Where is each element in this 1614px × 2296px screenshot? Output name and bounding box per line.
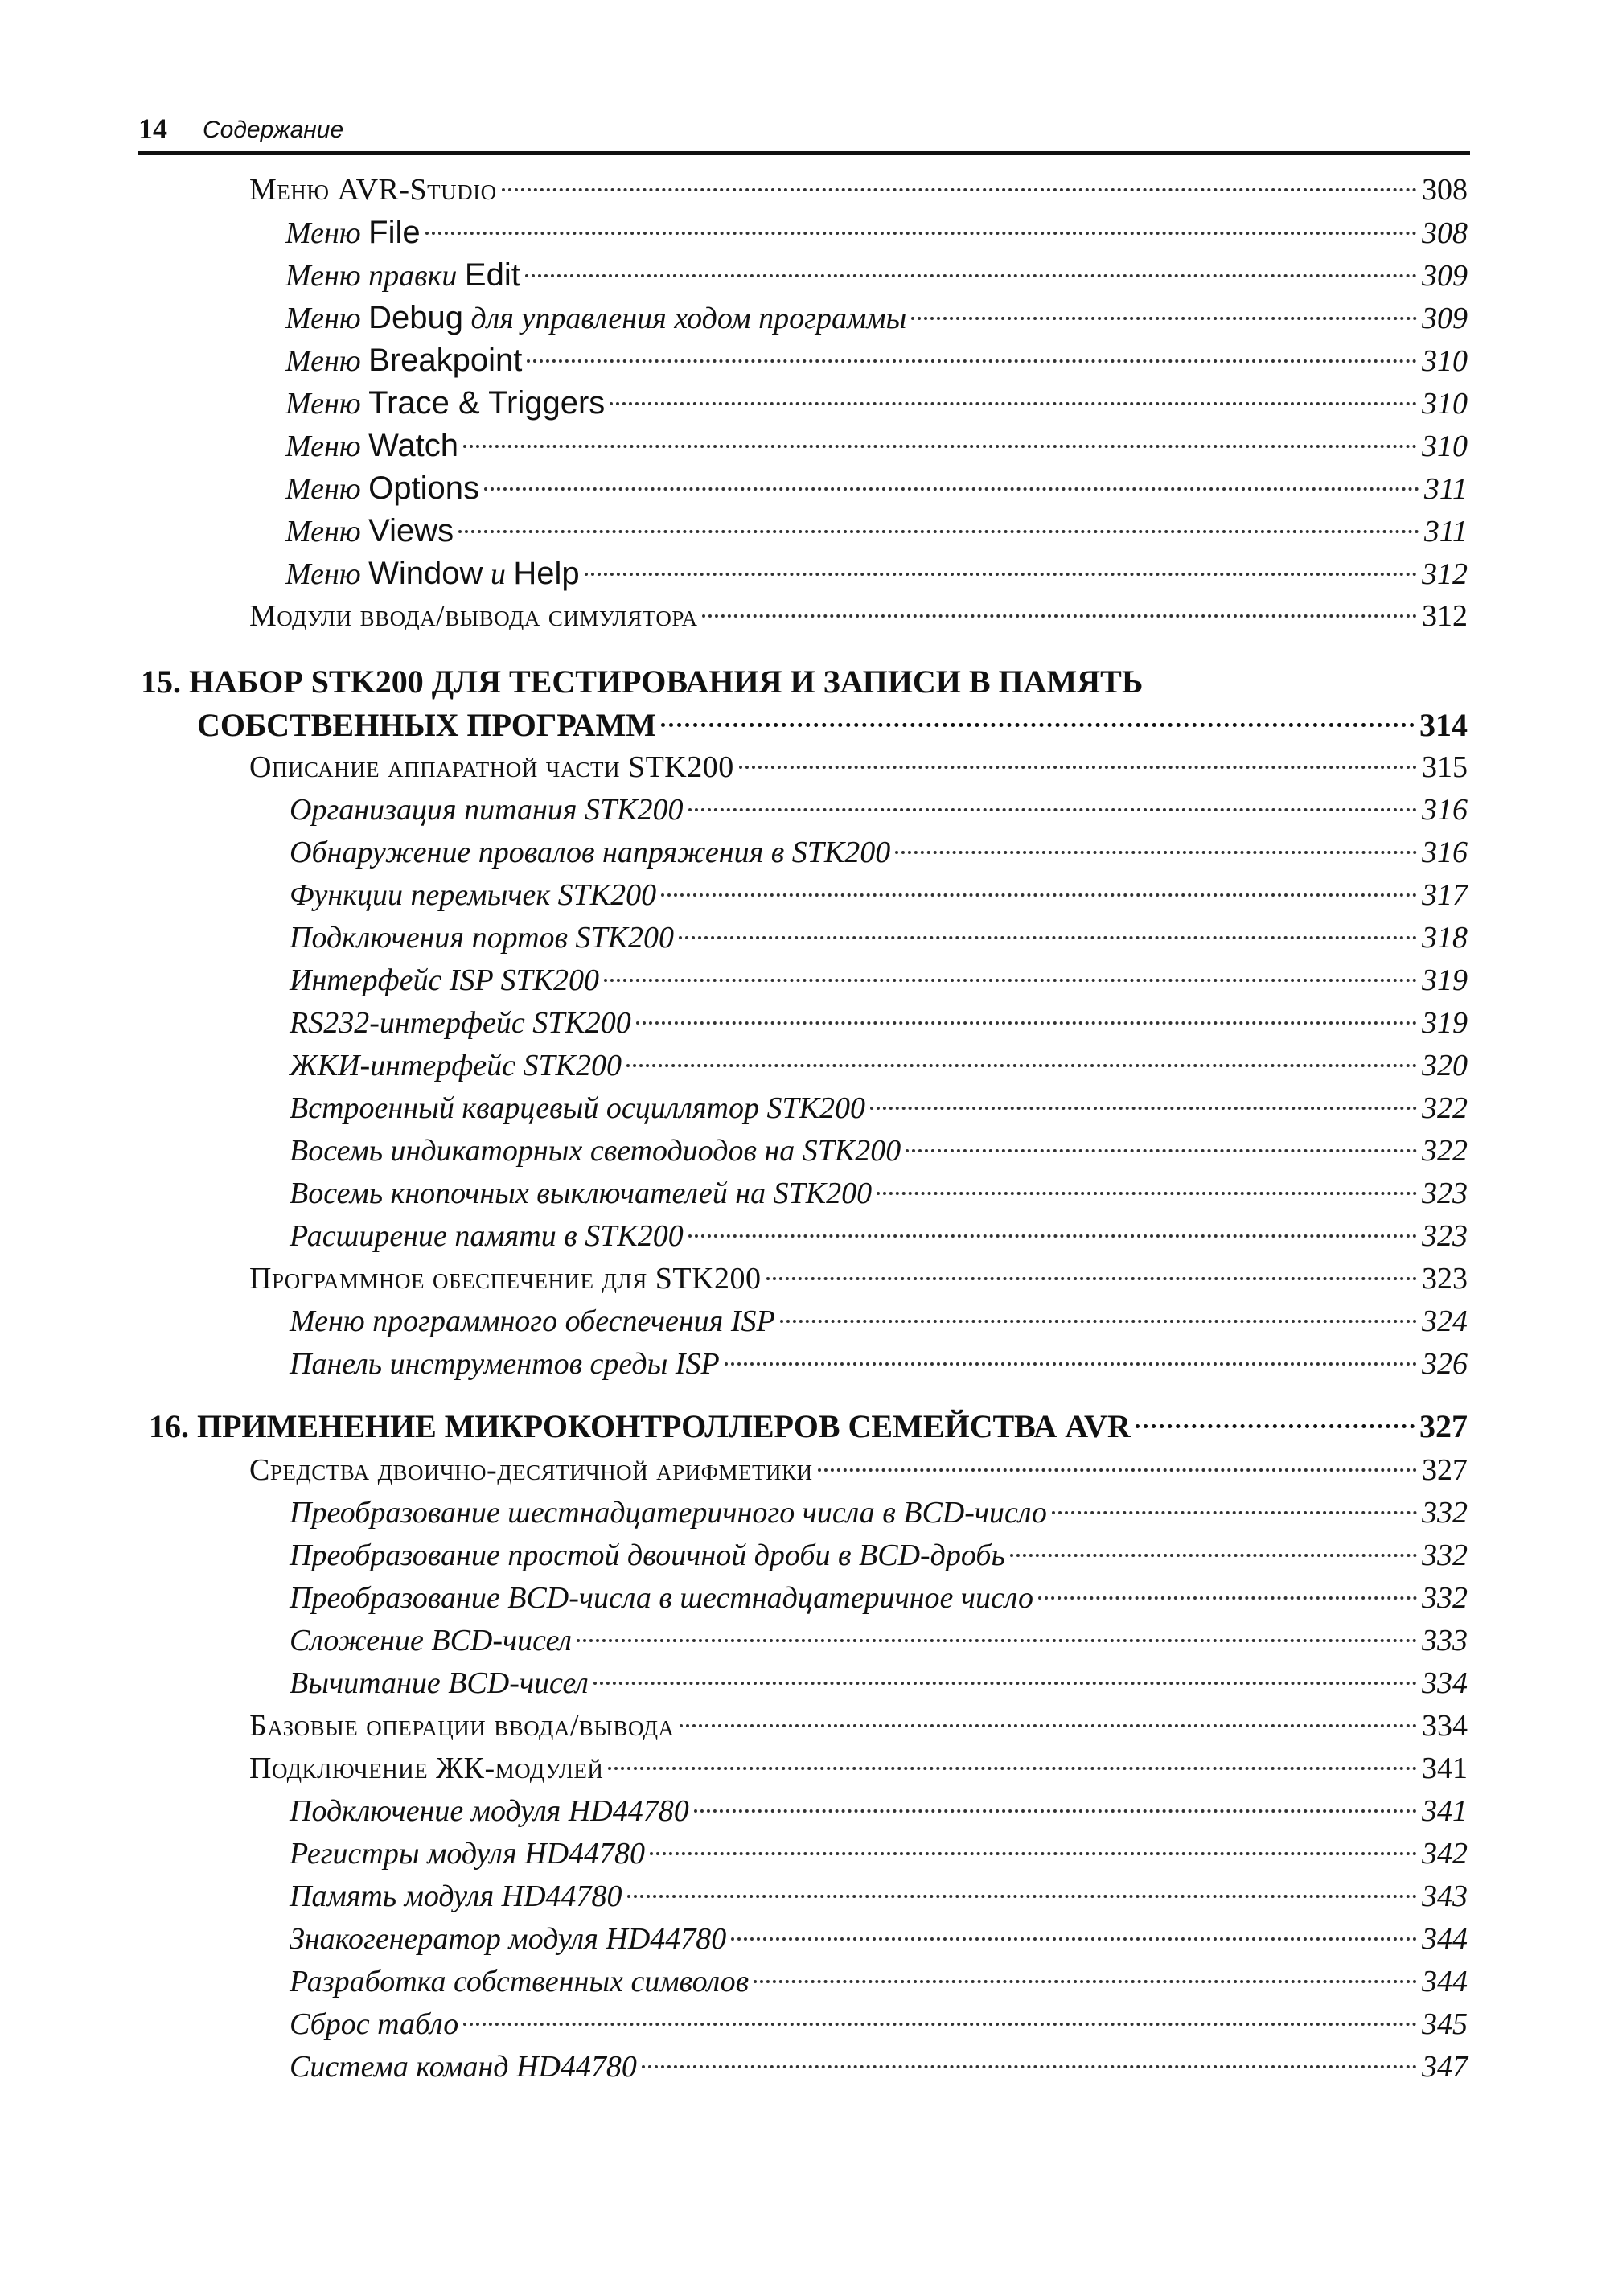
toc-entry-title: Функции перемычек STK200: [290, 878, 657, 912]
leader-dots: [463, 445, 1417, 448]
toc-entry-title: Знакогенератор модуля HD44780: [290, 1922, 727, 1956]
toc-entry-title: Организация питания STK200: [290, 793, 684, 827]
toc-entry[interactable]: [290, 1343, 1468, 1386]
toc-entry-title: Меню File: [285, 215, 421, 250]
toc-entry-page: 317: [1422, 878, 1468, 912]
leader-dots: [766, 1277, 1417, 1280]
toc-entry[interactable]: [249, 1258, 1468, 1300]
leader-dots: [627, 1895, 1417, 1898]
leader-dots: [906, 1149, 1417, 1152]
chapter-heading[interactable]: 15. НАБОР STK200 ДЛЯ ТЕСТИРОВАНИЯ И ЗАПИСИ В ПАМЯТЬ: [141, 663, 1144, 700]
toc-entry-page: 341: [1422, 1752, 1468, 1785]
toc-entry-title: Средства двоично-десятичной арифметики: [249, 1453, 813, 1487]
toc-entry-page: 319: [1422, 1006, 1468, 1040]
toc-entry-page: 332: [1422, 1581, 1468, 1615]
toc-entry-page: 327: [1422, 1453, 1468, 1487]
leader-dots: [725, 1362, 1417, 1366]
leader-dots: [1038, 1596, 1417, 1600]
toc-entry[interactable]: [285, 467, 1468, 510]
toc-entry[interactable]: [290, 1875, 1468, 1918]
toc-entry-title: Меню Debug для управления ходом программы: [285, 300, 907, 335]
leader-dots: [463, 2023, 1417, 2026]
toc-entry[interactable]: [290, 1173, 1468, 1215]
toc-entry-page: 342: [1422, 1837, 1468, 1871]
toc-entry-title: Память модуля HD44780: [290, 1879, 622, 1913]
toc-entry-title: Преобразование BCD-числа в шестнадцатеричное число: [290, 1581, 1033, 1615]
toc-entry-title: Сброс табло: [290, 2007, 459, 2041]
toc-entry-page: 326: [1422, 1347, 1468, 1381]
toc-entry-title: Преобразование шестнадцатеричного числа в BCD-число: [290, 1496, 1047, 1530]
leader-dots: [739, 766, 1417, 769]
toc-entry[interactable]: [285, 339, 1468, 382]
leader-dots: [731, 1937, 1417, 1941]
leader-dots: [870, 1107, 1417, 1110]
toc-entry-page: 320: [1422, 1049, 1468, 1082]
toc-entry-title: Расширение памяти в STK200: [290, 1219, 684, 1253]
leader-dots: [680, 1724, 1417, 1727]
toc-entry-page: 316: [1422, 793, 1468, 827]
toc-entry[interactable]: [290, 789, 1468, 832]
toc-entry-page: 334: [1422, 1666, 1468, 1700]
toc-entry[interactable]: [290, 1087, 1468, 1130]
toc-entry[interactable]: [290, 959, 1468, 1002]
toc-entry[interactable]: [285, 425, 1468, 467]
leader-dots: [484, 487, 1419, 491]
page-header: [138, 111, 1470, 155]
toc-entry-title: Вычитание BCD-чисел: [290, 1666, 589, 1700]
toc-entry[interactable]: [290, 1620, 1468, 1662]
toc-entry-page: 333: [1422, 1624, 1468, 1657]
toc-entry-page: 310: [1422, 429, 1468, 463]
leader-dots: [877, 1192, 1417, 1195]
toc-entry[interactable]: [290, 2003, 1468, 2046]
toc-entry[interactable]: [290, 1492, 1468, 1534]
toc-entry-title: Базовые операции ввода/вывода: [249, 1709, 675, 1743]
toc-entry-page: 341: [1422, 1794, 1468, 1828]
leader-dots: [688, 1234, 1417, 1238]
toc-entry[interactable]: [285, 254, 1468, 297]
leader-dots: [679, 936, 1417, 939]
toc-entry-page: 311: [1423, 472, 1468, 506]
leader-dots: [425, 232, 1417, 235]
toc-entry-page: 324: [1422, 1304, 1468, 1338]
leader-dots: [585, 573, 1417, 576]
toc-entry[interactable]: [285, 382, 1468, 425]
toc-entry[interactable]: [290, 1833, 1468, 1875]
leader-dots: [642, 2065, 1417, 2068]
leader-dots: [458, 530, 1419, 533]
toc-entry-title: Меню программного обеспечения ISP: [290, 1304, 775, 1338]
toc-entry-title: Интерфейс ISP STK200: [290, 963, 599, 997]
toc-entry-page: 310: [1422, 387, 1468, 421]
toc-entry-page: 310: [1422, 344, 1468, 378]
toc-entry-page: 327: [1419, 1408, 1468, 1444]
toc-entry-page: 332: [1422, 1538, 1468, 1572]
leader-dots: [688, 808, 1417, 811]
toc-entry-page: 332: [1422, 1496, 1468, 1530]
toc-entry-title: RS232-интерфейс STK200: [290, 1006, 631, 1040]
toc-entry-page: 312: [1422, 557, 1468, 591]
leader-dots: [1136, 1424, 1415, 1428]
toc-entry[interactable]: [290, 2046, 1468, 2089]
toc-entry[interactable]: [290, 1045, 1468, 1087]
leader-dots: [818, 1468, 1417, 1472]
leader-dots: [895, 851, 1417, 854]
page-number: 14: [138, 113, 167, 145]
toc-entry-title: Панель инструментов среды ISP: [290, 1347, 720, 1381]
leader-dots: [661, 893, 1417, 897]
leader-dots: [911, 317, 1417, 320]
leader-dots: [604, 979, 1417, 982]
leader-dots: [661, 723, 1415, 727]
toc-entry-page: 344: [1422, 1965, 1468, 1998]
leader-dots: [702, 614, 1417, 618]
toc-entry-page: 323: [1422, 1177, 1468, 1210]
toc-entry-title: 16. ПРИМЕНЕНИЕ МИКРОКОНТРОЛЛЕРОВ СЕМЕЙСТВА AVR: [149, 1408, 1131, 1444]
leader-dots: [577, 1639, 1417, 1642]
toc-entry[interactable]: [285, 552, 1468, 595]
leader-dots: [754, 1980, 1417, 1983]
leader-dots: [626, 1064, 1417, 1067]
toc-entry[interactable]: [290, 1300, 1468, 1343]
toc-entry[interactable]: [290, 1790, 1468, 1833]
leader-dots: [780, 1320, 1417, 1323]
toc-entry-title: СОБСТВЕННЫХ ПРОГРАММ: [197, 707, 657, 743]
toc-entry-title: Меню AVR-Studio: [249, 173, 497, 207]
leader-dots: [502, 188, 1417, 191]
leader-dots: [608, 1767, 1417, 1770]
chapter-heading[interactable]: [149, 1404, 1468, 1449]
toc-entry-page: 347: [1422, 2050, 1468, 2084]
toc-entry-page: 308: [1422, 173, 1468, 207]
toc-entry-title: Разработка собственных символов: [290, 1965, 750, 1998]
toc-entry-title: Подключение ЖК-модулей: [249, 1752, 604, 1785]
toc-entry[interactable]: [290, 1961, 1468, 2003]
toc-entry-title: Меню Watch: [285, 428, 459, 463]
toc-entry-page: 311: [1423, 515, 1468, 548]
toc-entry-title: Описание аппаратной части STK200: [249, 750, 734, 784]
toc-entry[interactable]: [249, 746, 1468, 789]
toc-entry-page: 308: [1422, 216, 1468, 250]
toc-entry-page: 322: [1422, 1091, 1468, 1125]
toc-entry-title: Меню Window и Help: [285, 556, 580, 591]
leader-dots: [1052, 1511, 1417, 1514]
toc-entry-title: Преобразование простой двоичной дроби в BCD-дробь: [290, 1538, 1005, 1572]
toc-entry-title: Меню Breakpoint: [285, 343, 523, 378]
leader-dots: [527, 359, 1417, 363]
toc-entry[interactable]: [290, 1918, 1468, 1961]
toc-entry-title: Восемь индикаторных светодиодов на STK200: [290, 1134, 901, 1168]
toc-entry-page: 322: [1422, 1134, 1468, 1168]
toc-entry-page: 315: [1422, 750, 1468, 784]
toc-entry-title: Подключения портов STK200: [290, 921, 674, 955]
toc-entry-page: 344: [1422, 1922, 1468, 1956]
toc-entry[interactable]: [290, 1534, 1468, 1577]
toc-entry[interactable]: [285, 297, 1468, 339]
toc-entry-page: 316: [1422, 836, 1468, 869]
toc-entry-page: 309: [1422, 259, 1468, 293]
toc-entry[interactable]: [290, 1577, 1468, 1620]
toc-entry-page: 312: [1422, 599, 1468, 633]
running-head-title: Содержание: [203, 117, 344, 143]
toc-entry-title: Восемь кнопочных выключателей на STK200: [290, 1177, 873, 1210]
toc-entry[interactable]: [290, 1130, 1468, 1173]
toc-entry-title: Обнаружение провалов напряжения в STK200: [290, 836, 891, 869]
leader-dots: [610, 402, 1417, 405]
leader-dots: [1010, 1554, 1417, 1557]
leader-dots: [593, 1682, 1417, 1685]
toc-entry-page: 334: [1422, 1709, 1468, 1743]
chapter-heading-continued[interactable]: [197, 703, 1468, 748]
toc-entry-page: 345: [1422, 2007, 1468, 2041]
toc-entry-title: Программное обеспечение для STK200: [249, 1262, 762, 1296]
leader-dots: [694, 1809, 1417, 1813]
toc-entry[interactable]: [290, 1215, 1468, 1258]
toc-entry[interactable]: [249, 595, 1468, 638]
toc-entry[interactable]: [290, 1002, 1468, 1045]
toc-entry-title: Система команд HD44780: [290, 2050, 637, 2084]
toc-entry[interactable]: [290, 1662, 1468, 1705]
toc-entry[interactable]: [285, 510, 1468, 552]
toc-entry[interactable]: [249, 1449, 1468, 1492]
toc-entry-title: Меню Views: [285, 513, 454, 548]
leader-dots: [636, 1021, 1417, 1025]
toc-entry-page: 309: [1422, 302, 1468, 335]
toc-entry-page: 323: [1422, 1262, 1468, 1296]
toc-entry-title: Меню Trace & Triggers: [285, 385, 606, 421]
toc-entry[interactable]: [285, 212, 1468, 254]
toc-entry-page: 318: [1422, 921, 1468, 955]
leader-dots: [650, 1852, 1417, 1855]
toc-entry-title: Меню Options: [285, 470, 479, 506]
toc-entry-page: 314: [1419, 707, 1468, 743]
toc-entry-title: Модули ввода/вывода симулятора: [249, 599, 698, 633]
toc-entry[interactable]: [249, 169, 1468, 212]
toc-entry-title: Регистры модуля HD44780: [290, 1837, 646, 1871]
leader-dots: [525, 274, 1417, 277]
toc-entry[interactable]: [290, 832, 1468, 874]
toc-entry[interactable]: [249, 1748, 1468, 1790]
toc-entry-title: Подключение модуля HD44780: [290, 1794, 689, 1828]
toc-entry-page: 319: [1422, 963, 1468, 997]
toc-entry-title: Сложение BCD-чисел: [290, 1624, 572, 1657]
toc-entry-page: 323: [1422, 1219, 1468, 1253]
toc-entry[interactable]: [249, 1705, 1468, 1748]
toc-entry-page: 343: [1422, 1879, 1468, 1913]
toc-entry[interactable]: [290, 917, 1468, 959]
toc-entry-title: Меню правки Edit: [285, 257, 520, 293]
toc-entry-title: ЖКИ-интерфейс STK200: [290, 1049, 622, 1082]
toc-entry-title: Встроенный кварцевый осциллятор STK200: [290, 1091, 865, 1125]
toc-entry[interactable]: [290, 874, 1468, 917]
